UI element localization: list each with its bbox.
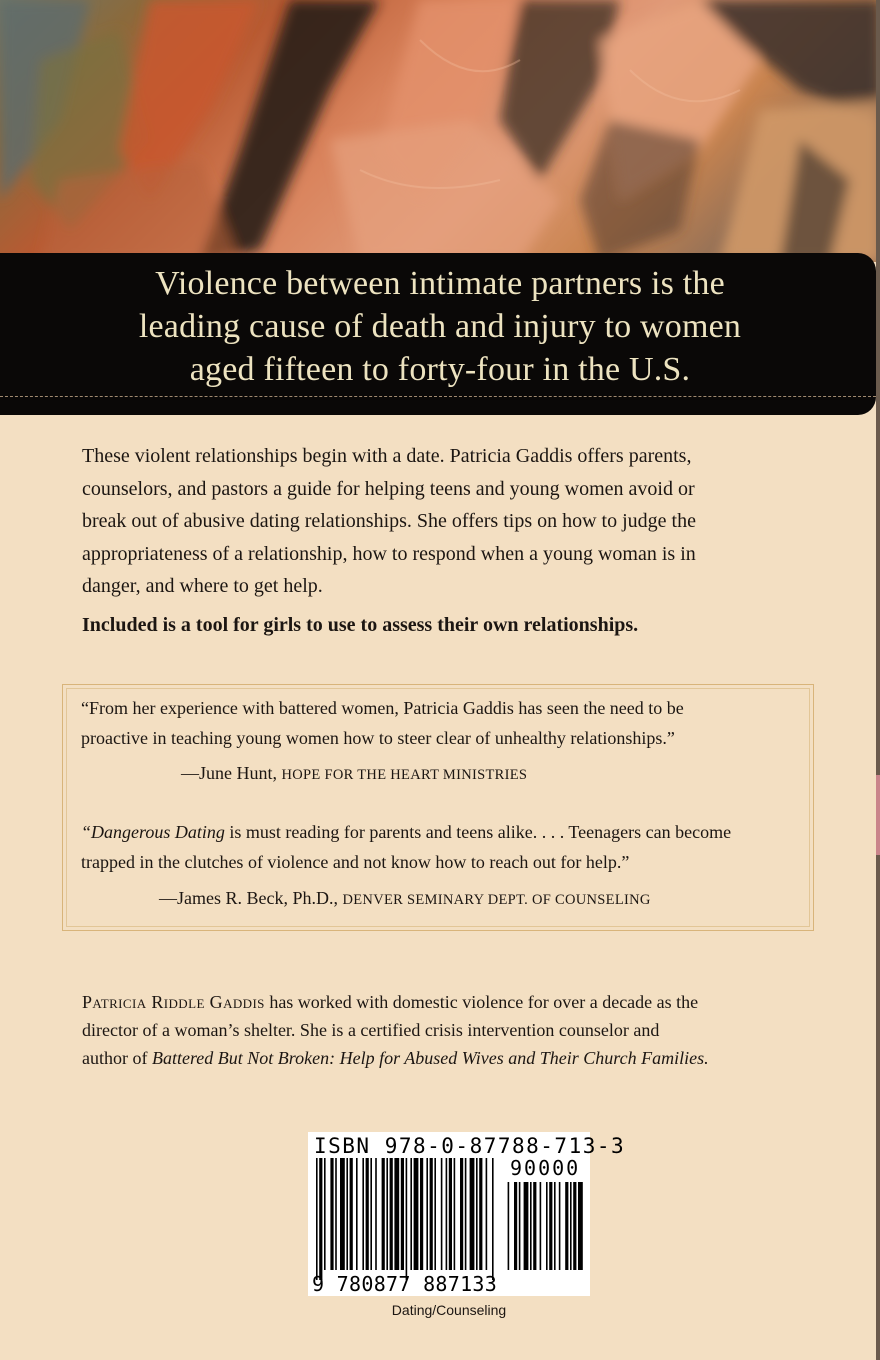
spine-edge (876, 0, 880, 1360)
barcode-bar (486, 1158, 488, 1270)
addon-bar (524, 1182, 529, 1270)
author-name: —James R. Beck, (159, 888, 288, 908)
barcode-bar (454, 1158, 456, 1270)
addon-bar (540, 1182, 542, 1270)
dashed-divider (0, 396, 876, 397)
barcode-bar (382, 1158, 385, 1270)
addon-bar (573, 1182, 576, 1270)
description-line: danger, and where to get help. (82, 575, 323, 597)
addon-bar (549, 1182, 552, 1270)
barcode-bar (465, 1158, 467, 1270)
author-affiliation: HOPE FOR THE HEART MINISTRIES (281, 767, 528, 783)
quote-line: trapped in the clutches of violence and not know how to reach out for help.” (81, 852, 630, 872)
barcode-bar (390, 1158, 393, 1270)
barcode-bar (330, 1158, 333, 1270)
bio-line: author of (82, 1048, 152, 1068)
book-category: Dating/Counseling (391, 1302, 507, 1318)
barcode-bar (375, 1158, 377, 1270)
barcode-bar (449, 1158, 452, 1270)
cover-painting (0, 0, 880, 262)
barcode-bar (470, 1158, 475, 1270)
banner-line: leading cause of death and injury to women (138, 308, 742, 345)
bio-line: director of a woman’s shelter. She is a certified crisis intervention counselor and (82, 1020, 660, 1040)
author-bio-name: Patricia Riddle Gaddis (82, 992, 265, 1012)
addon-bar (508, 1182, 510, 1270)
attribution-hunt (181, 763, 527, 784)
barcode-bar (430, 1158, 433, 1270)
barcode-bar (460, 1158, 463, 1270)
barcode-bar (370, 1158, 372, 1270)
barcode-bar (316, 1158, 318, 1280)
barcode-bar (356, 1158, 358, 1270)
endorsement-quote-beck (81, 817, 731, 877)
endorsement-quote-hunt (81, 693, 684, 753)
quote-line: is must reading for parents and teens alike. . . . Teenagers can become (224, 822, 732, 842)
barcode-bar (476, 1158, 478, 1270)
addon-bar (514, 1182, 517, 1270)
description-line: counselors, and pastors a guide for helping teens and young women avoid or (82, 477, 695, 500)
barcode-digits: 9 780877 887133 (312, 1272, 498, 1296)
addon-bar (565, 1182, 568, 1270)
addon-bar (554, 1182, 556, 1270)
barcode-bar (346, 1158, 348, 1270)
barcode-bar (401, 1158, 404, 1270)
book-description (82, 440, 822, 603)
attribution-beck (159, 888, 651, 909)
barcode-bar (446, 1158, 448, 1270)
barcode-bar (394, 1158, 399, 1270)
quote-line: “From her experience with battered women, Patricia Gaddis has seen the need to be (81, 698, 684, 718)
addon-bar (530, 1182, 532, 1270)
addon-bar (519, 1182, 521, 1270)
addon-bar (578, 1182, 583, 1270)
addon-bar (533, 1182, 536, 1270)
barcode-bar (410, 1158, 412, 1270)
banner-line: aged fifteen to forty-four in the U.S. (189, 351, 691, 388)
barcode-bar (335, 1158, 337, 1270)
barcode-bar (420, 1158, 423, 1270)
barcode-bar (362, 1158, 364, 1270)
addon-bar (546, 1182, 548, 1270)
barcode-bar (340, 1158, 345, 1270)
bio-line: has worked with domestic violence for over a decade as the (264, 992, 699, 1012)
barcode-bar (426, 1158, 428, 1270)
author-bio (82, 988, 822, 1072)
barcode-bar (479, 1158, 482, 1270)
included-tool-note: Included is a tool for girls to use to assess their own relationships. (82, 614, 639, 636)
barcode-bar (366, 1158, 369, 1270)
addon-bar (559, 1182, 561, 1270)
isbn-barcode (308, 1132, 626, 1296)
banner-statistic (0, 262, 880, 391)
abstract-painting-art (0, 0, 880, 262)
isbn-number: ISBN 978-0-87788-713-3 (314, 1134, 626, 1158)
quote-line: proactive in teaching young women how to steer clear of unhealthy relationships.” (81, 728, 675, 748)
barcode-bar (324, 1158, 326, 1270)
banner-line: Violence between intimate partners is the (155, 265, 725, 302)
endorsements-box (62, 684, 814, 931)
author-affiliation: DENVER SEMINARY DEPT. OF COUNSELING (342, 892, 651, 908)
barcode-bar (434, 1158, 436, 1270)
price-code: 90000 (510, 1156, 581, 1180)
author-name: —June Hunt, (181, 763, 277, 783)
description-line: These violent relationships begin with a date. Patricia Gaddis offers parents, (82, 445, 692, 467)
bio-book-title: Battered But Not Broken: Help for Abused Wives and Their Church Families. (151, 1048, 709, 1068)
barcode-bar (319, 1158, 322, 1280)
book-title: “Dangerous Dating (81, 822, 225, 842)
description-line: break out of abusive dating relationships. She offers tips on how to judge the (82, 510, 696, 532)
barcode-bar (350, 1158, 353, 1270)
barcode-bar (414, 1158, 419, 1270)
description-line: appropriateness of a relationship, how to respond when a young woman is in (82, 542, 696, 565)
barcode-bar (406, 1158, 408, 1280)
barcode-bar (441, 1158, 443, 1270)
barcode-bar (492, 1158, 494, 1280)
barcode-bar (386, 1158, 388, 1270)
author-credential: Ph.D., (287, 888, 338, 908)
addon-bar (570, 1182, 572, 1270)
